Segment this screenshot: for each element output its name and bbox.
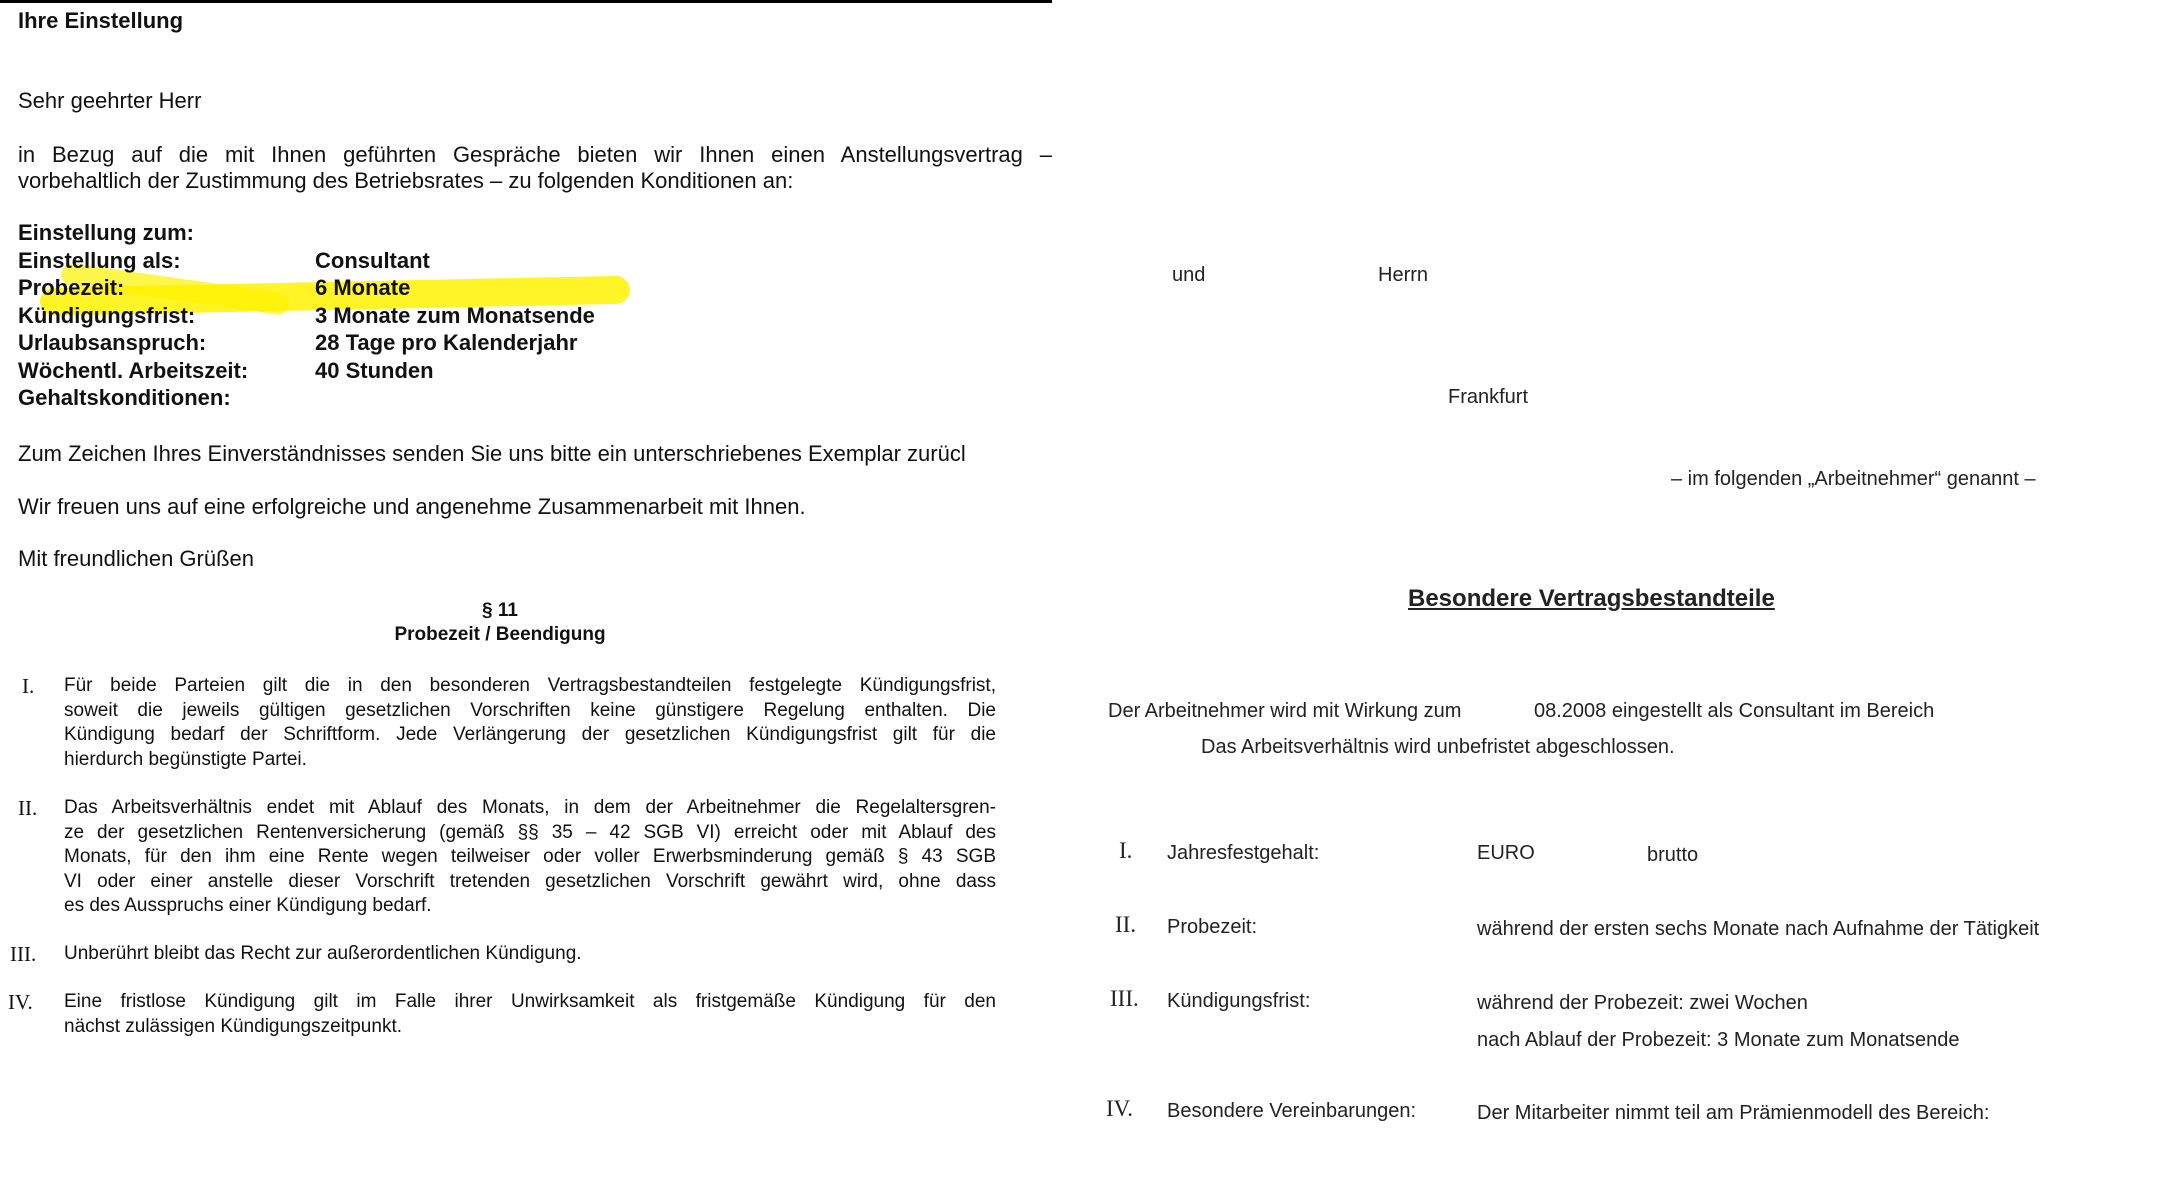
closing-line-3: Mit freundlichen Grüßen [18, 546, 254, 571]
condition-label: Einstellung zum: [18, 220, 194, 245]
contract-heading: Besondere Vertragsbestandteile [1408, 585, 1775, 612]
letter-title: Ihre Einstellung [18, 8, 184, 33]
clause-line: Für beide Parteien gilt die in den besonderen Vertragsbestandteilen festgelegte Kündigungsfrist, [64, 675, 996, 696]
condition-label: Gehaltskonditionen: [18, 385, 231, 410]
clause-line: Eine fristlose Kündigung gilt im Falle ihrer Unwirksamkeit als fristgemäße Kündigung für den [64, 991, 996, 1012]
condition-label: Kündigungsfrist: [18, 302, 196, 328]
clause-line: Das Arbeitsverhältnis endet mit Ablauf des Monats, in dem der Arbeitnehmer die Regelaltersgren- [64, 797, 996, 818]
condition-label: Wöchentl. Arbeitszeit: [18, 357, 249, 383]
item-numeral: I. [1119, 838, 1133, 863]
clause-3 [64, 942, 996, 967]
closing-line-2: Wir freuen uns auf eine erfolgreiche und angenehme Zusammenarbeit mit Ihnen. [18, 494, 806, 519]
intro-line-2: vorbehaltlich der Zustimmung des Betriebsrates – zu folgenden Konditionen an: [18, 168, 794, 193]
city-label: Frankfurt [1448, 386, 1529, 408]
conditions-values [315, 219, 595, 412]
employment-line-1b: 08.2008 eingestellt als Consultant im Bereich [1534, 700, 1935, 722]
condition-value: 40 Stunden [315, 357, 434, 383]
clause-4 [64, 990, 996, 1039]
clause-line: es des Ausspruchs einer Kündigung bedarf. [64, 895, 432, 916]
condition-label: Urlaubsanspruch: [18, 330, 207, 355]
condition-label: Probezeit: [18, 275, 125, 300]
herrn-label: Herrn [1378, 264, 1429, 286]
section-title: Probezeit / Beendigung [394, 624, 606, 645]
clause-line: soweit die jeweils gültigen gesetzlichen Vorschriften keine günstigere Regelung enthalten. Die [64, 699, 996, 721]
item-label: Probezeit: [1167, 916, 1258, 938]
item-numeral: II. [1115, 912, 1137, 937]
item-value: EURO [1477, 842, 1535, 864]
item-value-2: nach Ablauf der Probezeit: 3 Monate zum Monatsende [1477, 1029, 1960, 1051]
clause-1 [64, 674, 996, 772]
clause-line: hierdurch begünstigte Partei. [64, 748, 307, 770]
employment-line-1a: Der Arbeitnehmer wird mit Wirkung zum [1108, 700, 1462, 722]
clause-2 [64, 796, 996, 919]
item-value-extra: brutto [1647, 844, 1699, 866]
clause-line: Monats, für den ihm eine Rente wegen teilweiser oder voller Erwerbsminderung gemäß § 43 SGB [64, 846, 996, 867]
clause-line: ze der gesetzlichen Rentenversicherung (gemäß §§ 35 – 42 SGB VI) erreicht oder mit Ablauf des [64, 821, 996, 843]
item-label: Besondere Vereinbarungen: [1167, 1100, 1417, 1122]
und-label: und [1172, 264, 1206, 286]
condition-value: Consultant [315, 247, 430, 273]
condition-value: 6 Monate [315, 275, 411, 300]
intro-paragraph [18, 142, 1052, 194]
top-rule [0, 0, 1052, 3]
section-number: § 11 [482, 600, 518, 621]
item-value: während der Probezeit: zwei Wochen [1477, 992, 1808, 1014]
employee-designation: – im folgenden „Arbeitnehmer“ genannt – [1671, 468, 2036, 490]
clause-line: VI oder einer anstelle dieser Vorschrift tretenden gesetzlichen Vorschrift gewährt wird, ohne dass [64, 870, 996, 892]
item-label: Kündigungsfrist: [1167, 990, 1311, 1012]
item-numeral: III. [1110, 986, 1139, 1011]
salutation: Sehr geehrter Herr [18, 88, 202, 113]
item-numeral: IV. [1106, 1096, 1134, 1121]
offer-letter-page [0, 0, 1060, 1196]
employment-line-2: Das Arbeitsverhältnis wird unbefristet abgeschlossen. [1201, 736, 1675, 758]
clause-numeral: I. [22, 674, 35, 698]
condition-value: 28 Tage pro Kalenderjahr [315, 330, 578, 355]
clause-numeral: II. [18, 796, 38, 820]
intro-line-1: in Bezug auf die mit Ihnen geführten Gespräche bieten wir Ihnen einen Anstellungsvertrag – [18, 142, 1052, 167]
item-value: während der ersten sechs Monate nach Aufnahme der Tätigkeit [1477, 918, 2040, 940]
closing-line-1: Zum Zeichen Ihres Einverständnisses senden Sie uns bitte ein unterschriebenes Exemplar zurücl [18, 441, 966, 466]
item-label: Jahresfestgehalt: [1167, 842, 1320, 864]
clause-line: Unberührt bleibt das Recht zur außerordentlichen Kündigung. [64, 943, 582, 964]
clause-line: Kündigung bedarf der Schriftform. Jede Verlängerung der gesetzlichen Kündigungsfrist gilt für die [64, 724, 996, 745]
contract-page [1060, 0, 2168, 1196]
conditions-labels [18, 219, 248, 412]
condition-label: Einstellung als: [18, 247, 181, 273]
clause-numeral: III. [10, 942, 37, 966]
clause-numeral: IV. [8, 990, 33, 1014]
condition-value [315, 219, 595, 247]
item-value: Der Mitarbeiter nimmt teil am Prämienmodell des Bereich: [1477, 1102, 1990, 1124]
condition-value: 3 Monate zum Monatsende [315, 302, 595, 328]
condition-value [315, 384, 595, 412]
clause-line: nächst zulässigen Kündigungszeitpunkt. [64, 1015, 403, 1037]
